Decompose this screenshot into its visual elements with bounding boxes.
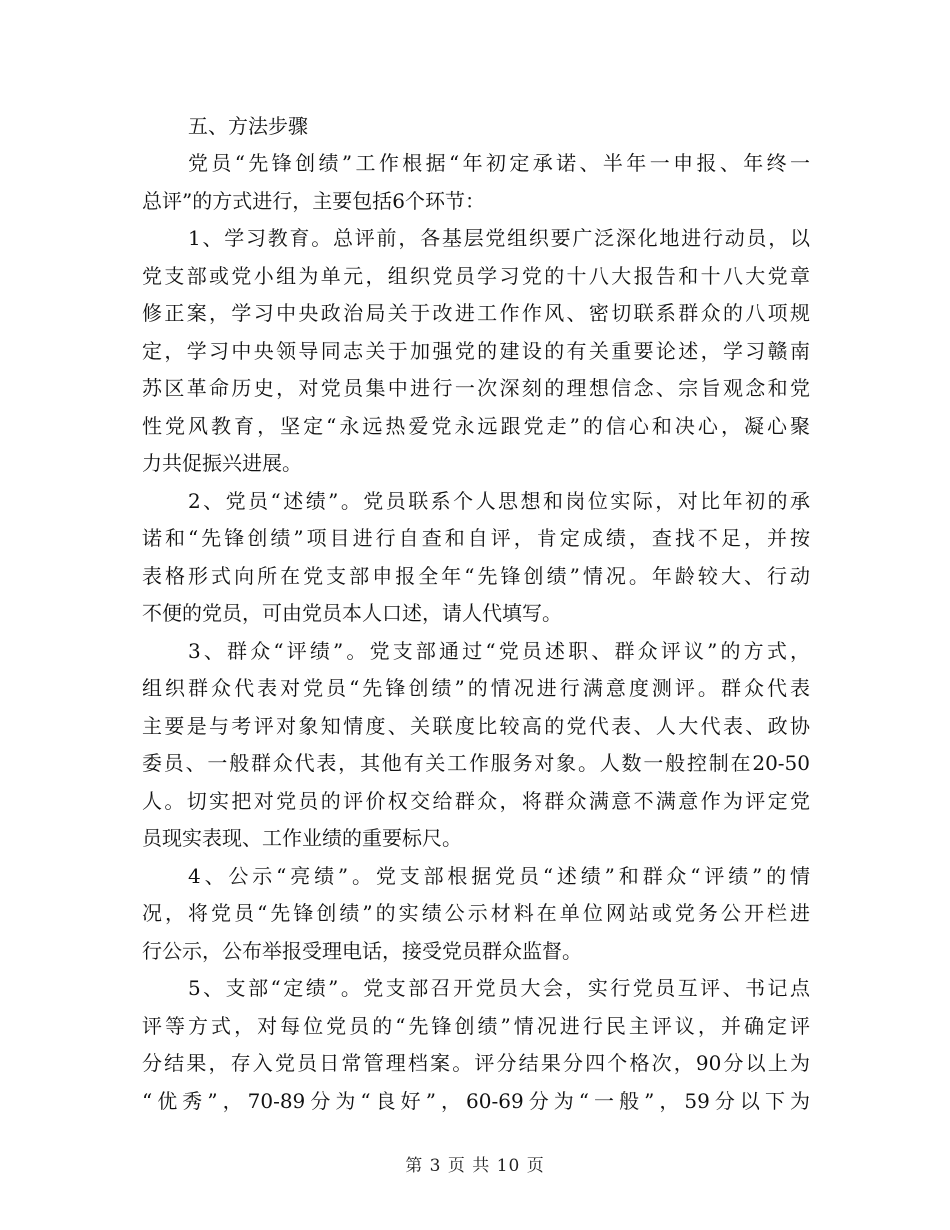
paragraph-line: 2、党员“述绩”。党员联系个人思想和岗位实际，对比年初的承 [188, 488, 810, 513]
paragraph [142, 633, 810, 858]
paragraph-line: 1、学习教育。总评前，各基层党组织要广泛深化地进行动员，以 [188, 226, 810, 250]
paragraph-line: 员现实表现、工作业绩的重要标尺。 [142, 826, 462, 850]
paragraph-line: 况，将党员“先锋创绩”的实绩公示材料在单位网站或党务公开栏进 [142, 901, 810, 925]
paragraph [142, 220, 810, 483]
paragraph-line: 人。切实把对党员的评价权交给群众，将群众满意不满意作为评定党 [142, 788, 810, 813]
paragraph-line: 不便的党员，可由党员本人口述，请人代填写。 [142, 601, 562, 625]
paragraph-line: 3、群众“评绩”。党支部通过“党员述职、群众评议”的方式， [188, 638, 810, 663]
paragraph-line: 评等方式，对每位党员的“先锋创绩”情况进行民主评议，并确定评 [142, 1013, 810, 1038]
paragraph-line: 定，学习中央领导同志关于加强党的建设的有关重要论述，学习赣南 [142, 338, 810, 363]
paragraph-line: 性党风教育，坚定“永远热爱党永远跟党走”的信心和决心，凝心聚 [142, 413, 810, 438]
paragraph-line: 总评”的方式进行，主要包括6个环节： [142, 188, 485, 213]
document-body [142, 108, 810, 1120]
paragraph [142, 858, 810, 971]
paragraph-line: 5、支部“定绩”。党支部召开党员大会，实行党员互评、书记点 [188, 976, 810, 1000]
paragraph-line: 行公示，公布举报受理电话，接受党员群众监督。 [142, 938, 582, 963]
paragraph-line: 分结果，存入党员日常管理档案。评分结果分四个格次，90分以上为 [142, 1051, 810, 1075]
paragraph-line: 力共促振兴进展。 [142, 451, 302, 475]
paragraph-line: 表格形式向所在党支部申报全年“先锋创绩”情况。年龄较大、行动 [142, 563, 810, 588]
paragraph-line: 修正案，学习中央政治局关于改进工作作风、密切联系群众的八项规 [142, 301, 810, 325]
paragraph-line: “优秀”，70-89分为“良好”，60-69分为“一般”，59分以下为 [142, 1088, 810, 1113]
paragraph-line: 4、公示“亮绩”。党支部根据党员“述绩”和群众“评绩”的情 [188, 863, 810, 888]
paragraph [142, 145, 810, 220]
paragraph-line: 主要是与考评对象知情度、关联度比较高的党代表、人大代表、政协 [142, 713, 810, 738]
paragraph-line: 诺和“先锋创绩”项目进行自查和自评，肯定成绩，查找不足，并按 [142, 526, 810, 550]
paragraph [142, 970, 810, 1120]
paragraph-line: 苏区革命历史，对党员集中进行一次深刻的理想信念、宗旨观念和党 [142, 376, 810, 400]
paragraph-line: 组织群众代表对党员“先锋创绩”的情况进行满意度测评。群众代表 [142, 676, 810, 700]
paragraph-line: 党支部或党小组为单元，组织党员学习党的十八大报告和十八大党章 [142, 263, 810, 288]
paragraph-line: 委员、一般群众代表，其他有关工作服务对象。人数一般控制在20-50 [142, 751, 810, 775]
page-footer: 第 3 页 共 10 页 [405, 1156, 545, 1176]
paragraph-line: 党员“先锋创绩”工作根据“年初定承诺、半年一申报、年终一 [188, 151, 810, 175]
paragraph [142, 483, 810, 633]
paragraph-list [142, 145, 810, 1120]
section-heading: 五、方法步骤 [188, 114, 308, 138]
